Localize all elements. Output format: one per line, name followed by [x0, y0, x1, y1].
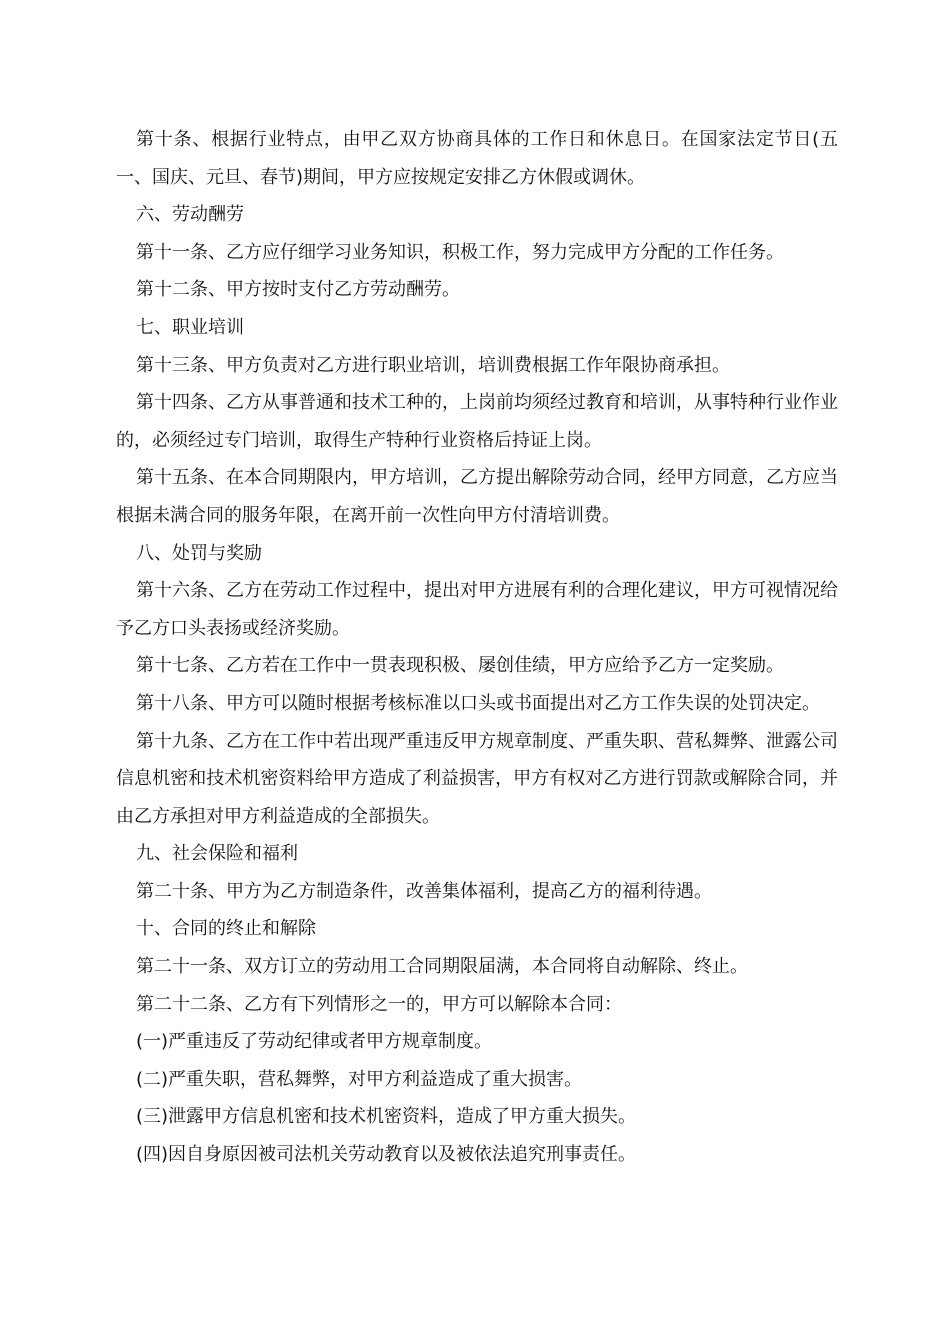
section-heading-6: 六、劳动酬劳: [136, 204, 244, 226]
paragraph-article-13: 第十三条、甲方负责对乙方进行职业培训，培训费根据工作年限协商承担。: [136, 354, 730, 376]
list-item-4: (四)因自身原因被司法机关劳动教育以及被依法追究刑事责任。: [136, 1144, 637, 1166]
paragraph-article-16: 第十六条、乙方在劳动工作过程中，提出对甲方进展有利的合理化建议，甲方可视情况给予乙方口头表扬或经济奖励。: [116, 580, 838, 639]
paragraph-article-14: 第十四条、乙方从事普通和技术工种的，上岗前均须经过教育和培训，从事特种行业作业的，必须经过专门培训，取得生产特种行业资格后持证上岗。: [116, 392, 838, 451]
paragraph-article-21: 第二十一条、双方订立的劳动用工合同期限届满，本合同将自动解除、终止。: [136, 956, 748, 978]
paragraph-article-12: 第十二条、甲方按时支付乙方劳动酬劳。: [136, 279, 460, 301]
paragraph-article-19: 第十九条、乙方在工作中若出现严重违反甲方规章制度、严重失职、营私舞弊、泄露公司信息机密和技术机密资料给甲方造成了利益损害，甲方有权对乙方进行罚款或解除合同，并由乙方承担对甲方利益造成的全部损失。: [116, 730, 838, 827]
paragraph-article-18: 第十八条、甲方可以随时根据考核标准以口头或书面提出对乙方工作失误的处罚决定。: [136, 692, 820, 714]
list-item-1: (一)严重违反了劳动纪律或者甲方规章制度。: [136, 1031, 493, 1053]
paragraph-article-15: 第十五条、在本合同期限内，甲方培训，乙方提出解除劳动合同，经甲方同意，乙方应当根据未满合同的服务年限，在离开前一次性向甲方付清培训费。: [116, 467, 838, 526]
section-heading-7: 七、职业培训: [136, 316, 244, 338]
paragraph-article-22: 第二十二条、乙方有下列情形之一的，甲方可以解除本合同：: [136, 993, 622, 1015]
paragraph-article-10: 第十条、根据行业特点，由甲乙双方协商具体的工作日和休息日。在国家法定节日(五一、国庆、元旦、春节)期间，甲方应按规定安排乙方休假或调休。: [116, 129, 838, 188]
section-heading-8: 八、处罚与奖励: [136, 542, 262, 564]
section-heading-10: 十、合同的终止和解除: [136, 918, 316, 940]
paragraph-article-20: 第二十条、甲方为乙方制造条件，改善集体福利，提高乙方的福利待遇。: [136, 880, 712, 902]
document-body: [116, 121, 838, 1174]
list-item-3: (三)泄露甲方信息机密和技术机密资料，造成了甲方重大损失。: [136, 1106, 637, 1128]
list-item-2: (二)严重失职，营私舞弊，对甲方利益造成了重大损害。: [136, 1068, 583, 1090]
paragraph-article-17: 第十七条、乙方若在工作中一贯表现积极、屡创佳绩，甲方应给予乙方一定奖励。: [136, 655, 784, 677]
paragraph-article-11: 第十一条、乙方应仔细学习业务知识，积极工作，努力完成甲方分配的工作任务。: [136, 241, 784, 263]
section-heading-9: 九、社会保险和福利: [136, 843, 298, 865]
